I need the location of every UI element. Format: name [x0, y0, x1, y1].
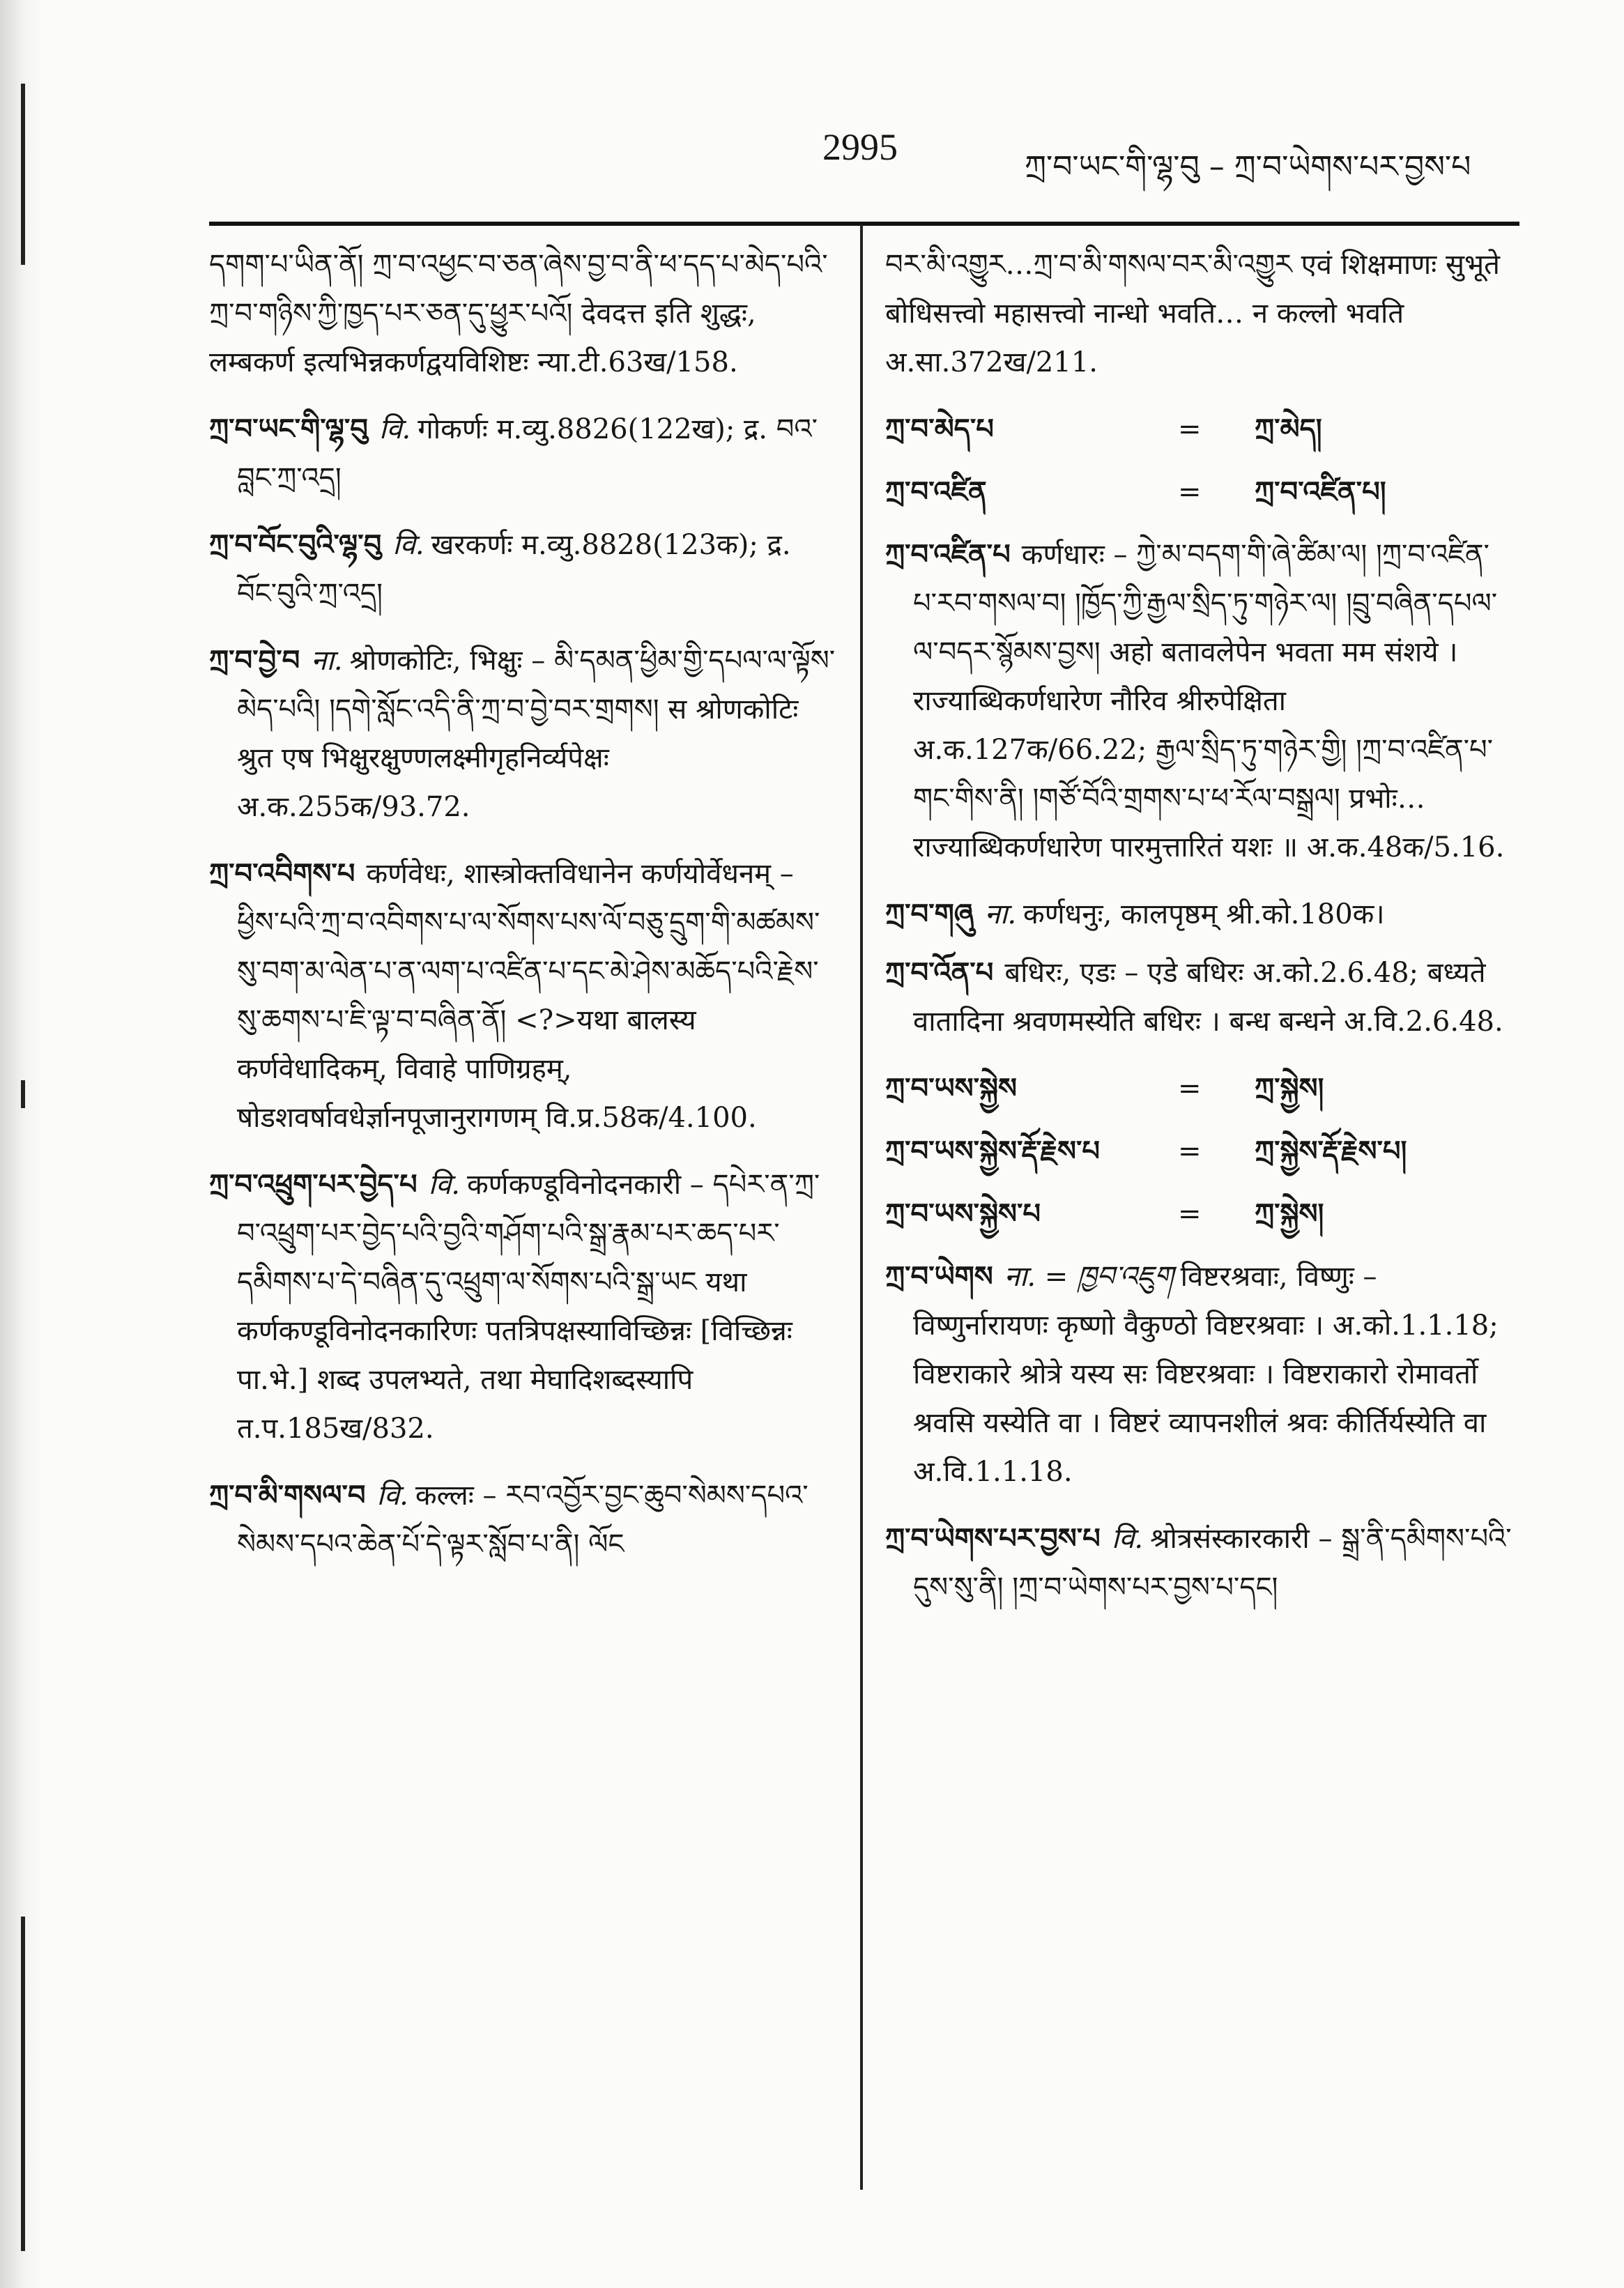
entry-headword: ཀྲ་བ་ཡས་སྐྱེས་པ — [885, 1198, 1041, 1230]
entry-headword: ཀྲ་བ་འཕྲུག་པར་བྱེད་པ — [209, 1169, 418, 1201]
entry-text: बधिरः, एडः – एडे बधिरः अ.को.2.6.48; बध्यते वातादिना श्रवणमस्येति बधिरः । बन्ध बन्धने अ.वि.2.6.48. — [913, 957, 1503, 1038]
equivalence-target: ཀྲ་སྐྱེས་རྡོ་རྗེས་པ། — [1255, 1135, 1407, 1167]
page-number: 2995 — [822, 126, 898, 168]
equals-sign: = — [1178, 1073, 1202, 1105]
entry-headword: ཀྲ་བ་ཡེགས — [885, 1261, 993, 1293]
entry-text: श्रोणकोटिः, भिक्षुः – མི་དམན་ཕྱིམ་གྱི་དཔལ་ལ་ལྟོས་མེད་པའི། །དགེ་སློང་འདི་ནི་ཀྲ་བ་བྱེ་བར་གྲགས། स श्रोणकोटिः श्रुत एष भिक्षुरक्षुण्णलक्ष्मीगृहनिर्व्यपेक्षः अ.क.255क/93.72. — [237, 645, 836, 823]
header-rule — [209, 222, 1519, 226]
dictionary-entry — [209, 1471, 836, 1569]
entry-headword: ཀྲ་བ་ཡས་སྐྱེས་རྡོ་རྗེས་པ — [885, 1135, 1100, 1167]
entry-abbreviation: ना. — [311, 645, 343, 677]
entry-text: कर्णवेधः, शास्त्रोक्तविधानेन कर्णयोर्वेधनम् – ཕྱིས་པའི་ཀྲ་བ་འབིགས་པ་ལ་སོགས་པས་ལོ་བཅུ་དྲུག་གི་མཚམས་སུ་བག་མ་ལེན་པ་ན་ལག་པ་འཛིན་པ་དང་མེ་ཤེས་མཆོད་པའི་རྗེས་སུ་ཆགས་པ་ཇི་ལྟ་བ་བཞིན་ནོ། <?>यथा बालस्य कर्णवेधादिकम्, विवाहे पाणिग्रहम्, षोडशवर्षावधेर्ज्ञानपूजानुरागणम् वि.प्र.58क/4.100. — [237, 858, 820, 1134]
dictionary-entry — [885, 890, 1512, 939]
dictionary-entry — [209, 240, 836, 387]
entry-abbreviation: वि. — [376, 1480, 408, 1512]
entry-abbreviation: ना. — [984, 898, 1017, 930]
entry-headword: ཀྲ་བ་འཛིན་པ — [885, 539, 1011, 571]
entry-text: བར་མི་འགྱུར…ཀྲ་བ་མི་གསལ་བར་མི་འགྱུར एवं शिक्षमाणः सुभूते बोधिसत्त्वो महासत्त्वो नान्धो भवति… न कल्लो भवति अ.सा.372ख/211. — [885, 249, 1500, 378]
dictionary-entry — [209, 521, 836, 618]
dictionary-entry — [209, 405, 836, 502]
right-column — [885, 240, 1512, 1630]
column-divider — [860, 224, 863, 2190]
binding-mark — [21, 1080, 25, 1108]
equals-sign: = — [1178, 413, 1202, 445]
equals-sign: = — [1178, 1198, 1202, 1230]
equivalence-target: ཀྲ་མེད། — [1255, 413, 1322, 445]
entry-headword: ཀྲ་བ་མི་གསལ་བ — [209, 1480, 366, 1512]
equivalence-target: ཀྲ་སྐྱེས། — [1255, 1073, 1324, 1105]
entry-text: དགག་པ་ཡིན་ནོ། ཀྲ་བ་འཕྱང་བ་ཅན་ཞེས་བྱ་བ་ནི་ཕ་དད་པ་མེད་པའི་ཀྲ་བ་གཉིས་ཀྱི་ཁྱད་པར་ཅན་དུ་ཕྱུར་པའོ། देवदत्त इति शुद्धः, लम्बकर्ण इत्यभिन्नकर्णद्वयविशिष्टः न्या.टी.63ख/158. — [209, 249, 828, 378]
left-column — [209, 240, 836, 1587]
equivalence-target: ཀྲ་སྐྱེས། — [1255, 1198, 1324, 1230]
entry-text: खरकर्णः म.व्यु.8828(123क); द्र. བོང་བུའི་ཀྲ་འདྲ། — [237, 529, 791, 610]
entry-abbreviation: वि. — [1111, 1523, 1144, 1555]
entry-headword: ཀྲ་བ་གཞུ — [885, 898, 974, 930]
dictionary-entry — [885, 1252, 1512, 1496]
equals-sign: = — [1178, 476, 1202, 508]
entry-text: श्रोत्रसंस्कारकारी – སྒྲ་ནི་དམིགས་པའི་དུས་སུ་ནི། །ཀྲ་བ་ཡེགས་པར་བྱས་པ་དང། — [913, 1523, 1512, 1604]
entry-abbreviation: वि. — [378, 413, 411, 445]
entry-text: कर्णधारः – ཀྱེ་མ་བདག་གི་ཞེ་ཚིམ་ལ། །ཀྲ་བ་འཛིན་པ་རབ་གསལ་བ། །ཁྱོད་ཀྱི་རྒྱལ་སྲིད་ཏུ་གཉེར་ལ། །བྲུ་བཞིན་དཔལ་ལ་བདར་སྙོམས་བྱས། अहो बतावलेपेन भवता मम संशये । राज्याब्धिकर्णधारेण नौरिव श्रीरुपेक्षिता अ.क.127क/66.22; རྒྱལ་སྲིད་ཏུ་གཉེར་གྱི། །ཀྲ་བ་འཛིན་པ་གང་གིས་ནི། །གཙོ་བོའི་གྲགས་པ་ཕ་རོལ་བསྒྲལ། प्रभोः…राज्याब्धिकर्णधारेण पारमुत्तारितं यशः ॥ अ.क.48क/5.16. — [913, 539, 1505, 863]
entry-abbreviation: ना. = ཁྱབ་འཇུག — [1004, 1261, 1174, 1293]
entry-text: कर्णधनुः, कालपृष्ठम् श्री.को.180क। — [1023, 898, 1385, 930]
entry-headword: ཀྲ་བ་མེད་པ — [885, 413, 994, 445]
entry-headword: ཀྲ་བ་བྱེ་བ — [209, 645, 300, 677]
dictionary-entry — [885, 530, 1512, 872]
entry-headword: ཀྲ་བ་བོང་བུའི་ལྷ་བུ — [209, 529, 382, 561]
dictionary-entry — [885, 1514, 1512, 1612]
dictionary-entry — [209, 850, 836, 1142]
entry-headword: ཀྲ་བ་འབིགས་པ — [209, 858, 355, 890]
entry-headword: ཀྲ་བ་ཡས་སྐྱེས — [885, 1073, 1017, 1105]
binding-mark — [21, 84, 25, 265]
equals-sign: = — [1178, 1135, 1202, 1167]
running-head: ཀྲ་བ་ཡང་གི་ལྷ་བུ – ཀྲ་བ་ཡེགས་པར་བྱས་པ — [1025, 149, 1471, 185]
entry-abbreviation: वि. — [428, 1169, 460, 1201]
binding-edge — [0, 0, 45, 2288]
dictionary-entry — [209, 636, 836, 831]
equivalence-entry — [885, 1064, 1512, 1113]
entry-headword: ཀྲ་བ་ཡང་གི་ལྷ་བུ — [209, 413, 368, 445]
equivalence-entry — [885, 1190, 1512, 1238]
entry-text: गोकर्णः म.व्यु.8826(122ख); द्र. བའ་བླང་ཀྲ་འདྲ། — [237, 413, 818, 494]
page-header — [209, 125, 1519, 195]
entry-headword: ཀྲ་བ་འཛིན — [885, 476, 987, 508]
equivalence-target: ཀྲ་བ་འཛིན་པ། — [1255, 476, 1386, 508]
dictionary-entry — [885, 949, 1512, 1046]
entry-headword: ཀྲ་བ་ཡེགས་པར་བྱས་པ — [885, 1523, 1101, 1555]
equivalence-entry — [885, 468, 1512, 516]
dictionary-entry — [885, 240, 1512, 387]
entry-headword: ཀྲ་བ་འོན་པ — [885, 957, 994, 989]
equivalence-entry — [885, 1127, 1512, 1176]
entry-abbreviation: वि. — [392, 529, 424, 561]
binding-mark — [21, 1917, 25, 2251]
entry-text: कल्लः – རབ་འབྱོར་བྱང་ཆུབ་སེམས་དཔའ་སེམས་དཔའ་ཆེན་པོ་དེ་ལྟར་སློབ་པ་ནི། ལོང — [237, 1480, 809, 1560]
dictionary-entry — [209, 1160, 836, 1453]
equivalence-entry — [885, 405, 1512, 454]
entry-text: कर्णकण्डूविनोदनकारी – དཔེར་ན་ཀྲ་བ་འཕྲུག་པར་བྱེད་པའི་བྱའི་གཤོག་པའི་སྒྲ་རྣམ་པར་ཆད་པར་དམིགས་པ་དེ་བཞིན་དུ་འཕྲུག་ལ་སོགས་པའི་སྒྲ་ཡང यथा कर्णकण्डूविनोदनकारिणः पतत्रिपक्षस्याविच्छिन्नः [विच्छिन्नः पा.भे.] शब्द उपलभ्यते, तथा मेघादिशब्दस्यापि त.प.185ख/832. — [237, 1169, 820, 1445]
entry-text: विष्टरश्रवाः, विष्णुः – विष्णुर्नारायणः कृष्णो वैकुण्ठो विष्टरश्रवाः । अ.को.1.1.18; विष्टराकारे श्रोत्रे यस्य सः विष्टरश्रवाः । विष्टराकारो रोमावर्तो श्रवसि यस्येति वा । विष्टरं व्यापनशीलं श्रवः कीर्तिर्यस्येति वा अ.वि.1.1.18. — [913, 1261, 1499, 1488]
